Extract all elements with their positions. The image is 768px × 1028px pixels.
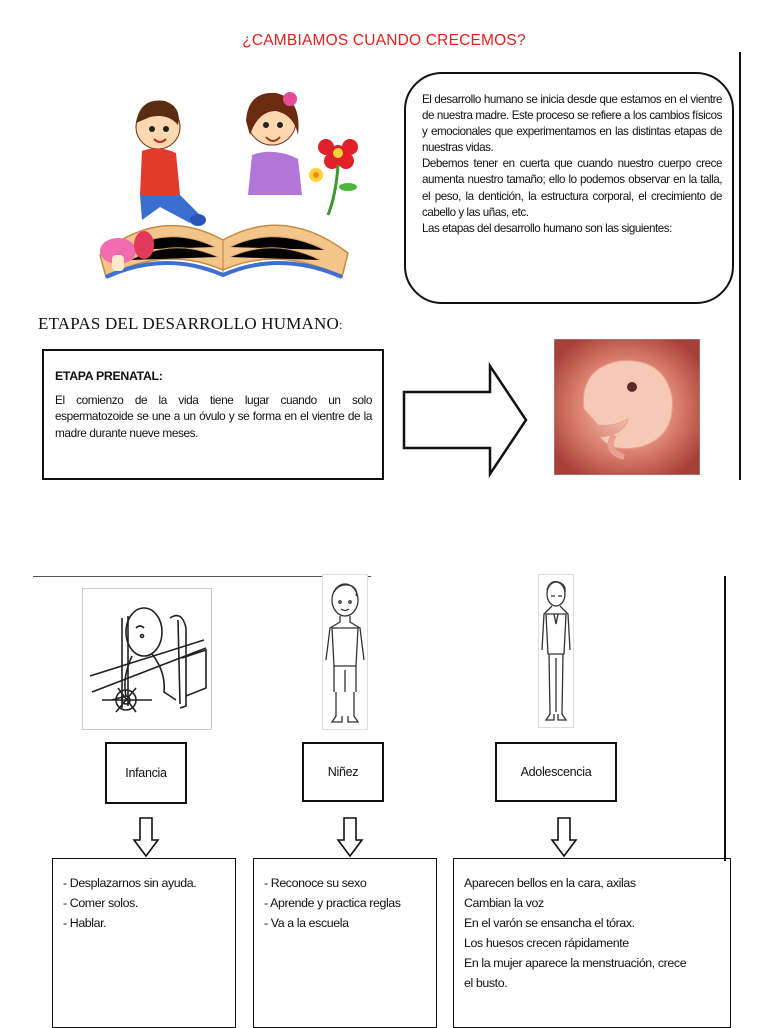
child-standing-icon <box>322 574 368 730</box>
section-heading <box>38 314 343 334</box>
intro-paragraph-2: Debemos tener en cuerta que cuando nuestro cuerpo crece aumenta nuestro tamaño; ello lo podemos observar en la talla, el peso, la dentición, la estructura corporal, el crecimiento de cabello y las uñas, etc. <box>422 157 722 219</box>
prenatal-box <box>42 349 384 480</box>
arrow-down-icon <box>132 816 160 858</box>
stage-label-infancia: Infancia <box>105 742 187 804</box>
arrow-down-icon <box>550 816 578 858</box>
children-reading-icon <box>80 55 366 301</box>
list-item: Cambian la voz <box>464 896 544 910</box>
stage-label-ninez: Niñez <box>302 742 384 802</box>
stage-description-adolescencia <box>453 858 731 1028</box>
list-item: - Desplazarnos sin ayuda. <box>63 876 197 890</box>
baby-crawling-icon <box>82 588 212 730</box>
intro-paragraph-1: El desarrollo humano se inicia desde que estamos en el vientre de nuestra madre. Este proceso se refiere a los cambios físicos y emocionales que experimentamos en las distintas etapas de nuestras vidas. <box>422 93 722 155</box>
list-item: - Comer solos. <box>63 896 138 910</box>
list-item: el busto. <box>464 976 508 990</box>
divider-line <box>33 576 371 577</box>
divider-line <box>724 576 726 861</box>
list-item: En el varón se ensancha el tórax. <box>464 916 635 930</box>
list-item: Los huesos crecen rápidamente <box>464 936 629 950</box>
stage-label-adolescencia: Adolescencia <box>495 742 617 802</box>
list-item: - Hablar. <box>63 916 107 930</box>
intro-text-box <box>404 72 734 304</box>
stage-description-ninez <box>253 858 437 1028</box>
list-item: - Reconoce su sexo <box>264 876 367 890</box>
prenatal-text: El comienzo de la vida tiene lugar cuando un solo espermatozoide se une a un óvulo y se forma en el vientre de la madre durante nueve meses. <box>55 393 372 440</box>
section-heading-colon: : <box>338 317 343 332</box>
list-item: En la mujer aparece la menstruación, crece <box>464 956 687 970</box>
arrow-down-icon <box>336 816 364 858</box>
teen-standing-icon <box>538 574 574 728</box>
page-title: ¿CAMBIAMOS CUANDO CRECEMOS? <box>242 32 526 49</box>
stage-description-infancia <box>52 858 236 1028</box>
prenatal-title: ETAPA PRENATAL: <box>55 369 163 383</box>
list-item: Aparecen bellos en la cara, axilas <box>464 876 636 890</box>
embryo-photo <box>554 339 700 475</box>
divider-line <box>739 52 741 480</box>
list-item: - Aprende y practica reglas <box>264 896 401 910</box>
intro-paragraph-3: Las etapas del desarrollo humano son las siguientes: <box>422 221 672 235</box>
arrow-right-icon <box>400 362 530 478</box>
section-heading-text: ETAPAS DEL DESARROLLO HUMANO <box>38 314 339 333</box>
list-item: - Va a la escuela <box>264 916 349 930</box>
